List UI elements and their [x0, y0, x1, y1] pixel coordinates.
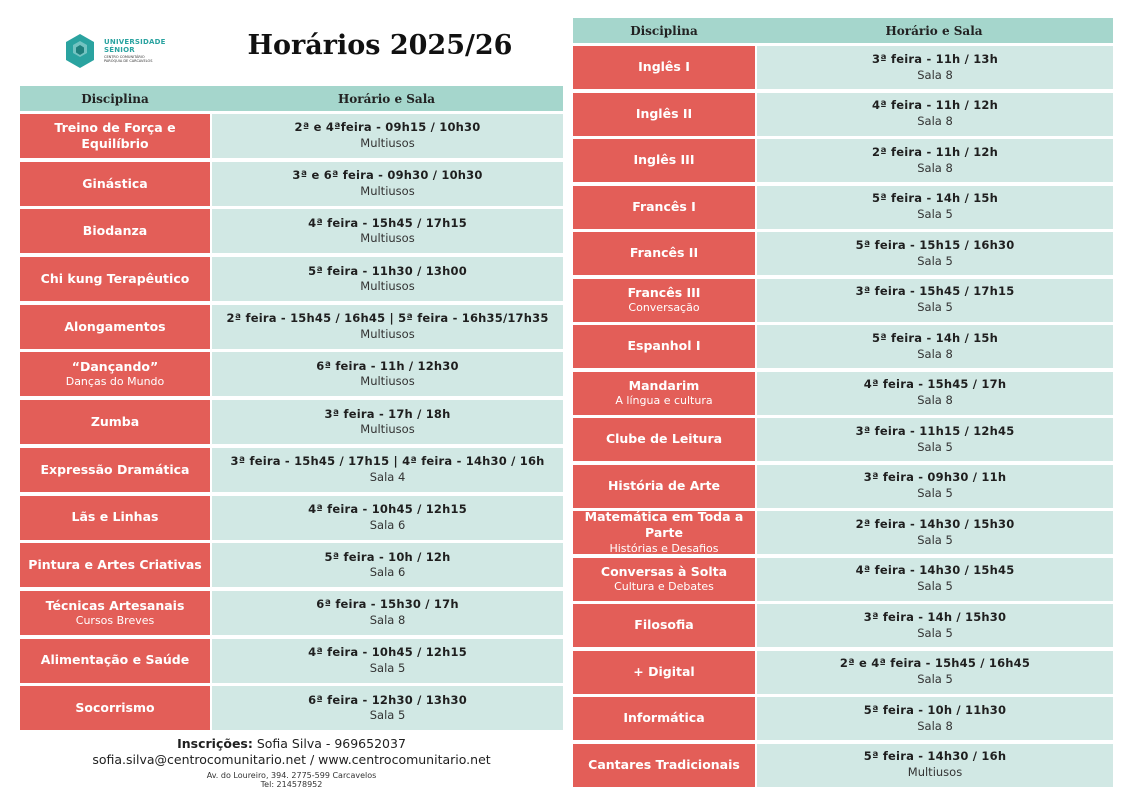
schedule-time: 2ª feira - 11h / 12h [871, 144, 999, 159]
schedule-room: Multiusos [360, 183, 415, 198]
schedule-time: 3ª feira - 11h15 / 12h45 [855, 423, 1015, 438]
discipline-name: Ginástica [82, 175, 148, 191]
discipline-cell [20, 496, 210, 540]
schedule-cell [757, 651, 1113, 694]
schedule-time: 2ª feira - 15h45 / 16h45 | 5ª feira - 16h35/17h35 [226, 311, 549, 326]
discipline-name: Socorrismo [75, 700, 155, 716]
schedule-cell [212, 496, 563, 540]
discipline-name: Lãs e Linhas [71, 509, 159, 525]
registration-contact: Sofia Silva - 969652037 [256, 736, 406, 751]
schedule-room: Sala 5 [917, 625, 953, 640]
table-row [573, 46, 1113, 89]
table-row [20, 686, 563, 730]
schedule-room: Multiusos [907, 765, 963, 779]
schedule-cell [757, 325, 1113, 368]
discipline-cell [20, 114, 210, 158]
discipline-name: Chi kung Terapêutico [40, 270, 190, 286]
schedule-time: 6ª feira - 12h30 / 13h30 [308, 692, 467, 707]
discipline-name: Francês III [627, 284, 701, 300]
header-discipline: Disciplina [81, 91, 149, 106]
discipline-cell [573, 93, 755, 136]
table-row [573, 558, 1113, 601]
discipline-name: Francês II [629, 245, 699, 261]
table-row [20, 591, 563, 635]
schedule-room: Multiusos [360, 231, 415, 246]
table-row [573, 511, 1113, 554]
schedule-room: Sala 4 [369, 469, 406, 484]
schedule-time: 5ª feira - 14h / 15h [871, 330, 999, 345]
header-discipline: Disciplina [630, 23, 698, 38]
discipline-cell [573, 325, 755, 368]
schedule-time: 3ª feira - 15h45 / 17h15 | 4ª feira - 14h30 / 16h [230, 454, 545, 469]
schedule-room: Multiusos [360, 136, 415, 150]
contact-links: sofia.silva@centrocomunitario.net / www.centrocomunitario.net [92, 752, 491, 767]
schedule-room: Sala 5 [917, 579, 953, 593]
table-row [573, 465, 1113, 508]
discipline-name: Pintura e Artes Criativas [28, 557, 202, 573]
table-row [573, 279, 1113, 322]
header-schedule: Horário e Sala [885, 23, 983, 38]
discipline-cell [20, 209, 210, 253]
schedule-room: Sala 8 [917, 718, 953, 733]
schedule-room: Sala 8 [917, 67, 953, 82]
table-row [573, 372, 1113, 415]
logo-name-line2: SÉNIOR [104, 46, 135, 54]
schedule-time: 2ª feira - 14h30 / 15h30 [855, 516, 1015, 531]
schedule-time: 6ª feira - 11h / 12h30 [316, 358, 459, 373]
discipline-cell [573, 511, 755, 554]
schedule-time: 5ª feira - 11h30 / 13h00 [308, 263, 467, 278]
table-row [20, 209, 563, 253]
schedule-cell [757, 697, 1113, 740]
schedule-cell [212, 448, 563, 492]
discipline-subtitle: Conversação [628, 300, 700, 314]
schedule-cell [757, 93, 1113, 136]
table-row [20, 257, 563, 301]
page-title: Horários 2025/26 [247, 30, 513, 61]
discipline-cell [20, 591, 210, 635]
schedule-cell [757, 139, 1113, 182]
schedule-room: Sala 5 [917, 532, 953, 547]
schedule-cell [212, 162, 563, 206]
logo-name-line1: UNIVERSIDADE [104, 38, 166, 46]
table-row [573, 93, 1113, 136]
discipline-name: Informática [623, 710, 705, 726]
left-schedule-table [20, 86, 563, 734]
discipline-subtitle: Cultura e Debates [614, 579, 714, 593]
discipline-cell [573, 697, 755, 740]
discipline-name: Espanhol I [627, 338, 701, 354]
schedule-cell [757, 232, 1113, 275]
schedule-room: Sala 8 [917, 114, 953, 128]
schedule-room: Sala 5 [917, 207, 953, 221]
schedule-time: 4ª feira - 15h45 / 17h15 [308, 215, 467, 230]
schedule-cell [757, 186, 1113, 229]
discipline-name: Expressão Dramática [40, 461, 190, 477]
schedule-time: 2ª e 4ª feira - 15h45 / 16h45 [839, 656, 1031, 671]
schedule-cell [212, 209, 563, 253]
table-header [20, 86, 563, 111]
discipline-subtitle: Danças do Mundo [65, 375, 165, 389]
discipline-name: Clube de Leitura [605, 431, 723, 447]
hexagon-logo-icon [62, 33, 98, 69]
schedule-cell [212, 352, 563, 396]
discipline-name: Filosofia [634, 617, 694, 633]
table-row [573, 186, 1113, 229]
schedule-time: 4ª feira - 10h45 / 12h15 [308, 645, 467, 660]
schedule-time: 3ª feira - 11h / 13h [871, 51, 999, 66]
table-row [573, 139, 1113, 182]
discipline-name: Mandarim [628, 377, 700, 393]
logo-subtitle-line1: CENTRO COMUNITÁRIO [104, 55, 145, 59]
discipline-cell [20, 257, 210, 301]
schedule-room: Sala 5 [917, 672, 953, 686]
schedule-time: 4ª feira - 15h45 / 17h [863, 377, 1007, 392]
schedule-cell [212, 591, 563, 635]
discipline-name: Matemática em Toda a Parte [584, 509, 744, 541]
schedule-room: Sala 8 [369, 612, 406, 627]
discipline-name: Alimentação e Saúde [40, 652, 190, 668]
schedule-cell [757, 744, 1113, 787]
schedule-time: 4ª feira - 14h30 / 15h45 [855, 563, 1015, 578]
discipline-name: Alongamentos [64, 318, 166, 334]
schedule-time: 4ª feira - 10h45 / 12h15 [308, 501, 467, 516]
discipline-cell [573, 372, 755, 415]
schedule-cell [757, 558, 1113, 601]
schedule-time: 2ª e 4ªfeira - 09h15 / 10h30 [294, 120, 481, 135]
discipline-name: Francês I [632, 198, 696, 214]
schedule-cell [212, 686, 563, 730]
schedule-cell [757, 511, 1113, 554]
schedule-time: 3ª feira - 09h30 / 11h [863, 470, 1007, 485]
discipline-subtitle: A língua e cultura [615, 393, 713, 407]
schedule-room: Multiusos [360, 279, 415, 294]
table-row [573, 325, 1113, 368]
discipline-cell [573, 418, 755, 461]
registration-line [20, 736, 563, 751]
schedule-room: Sala 5 [917, 486, 953, 500]
discipline-name: Biodanza [82, 223, 148, 239]
discipline-subtitle: Cursos Breves [75, 613, 155, 627]
schedule-time: 3ª feira - 14h / 15h30 [863, 609, 1007, 624]
table-row [20, 448, 563, 492]
schedule-room: Sala 6 [369, 517, 406, 532]
schedule-cell [757, 465, 1113, 508]
discipline-cell [573, 186, 755, 229]
discipline-name: Inglês III [633, 152, 695, 168]
discipline-cell [20, 400, 210, 444]
discipline-cell [20, 448, 210, 492]
table-row [20, 496, 563, 540]
schedule-cell [757, 372, 1113, 415]
table-row [573, 232, 1113, 275]
table-row [573, 651, 1113, 694]
discipline-cell [20, 352, 210, 396]
table-row [20, 352, 563, 396]
right-schedule-table [573, 18, 1113, 790]
schedule-time: 5ª feira - 10h / 11h30 [863, 702, 1007, 717]
schedule-time: 5ª feira - 14h30 / 16h [863, 749, 1007, 764]
discipline-cell [20, 639, 210, 683]
schedule-time: 3ª e 6ª feira - 09h30 / 10h30 [292, 168, 483, 183]
schedule-cell [212, 114, 563, 158]
discipline-name: Técnicas Artesanais [45, 597, 185, 613]
discipline-cell [573, 139, 755, 182]
schedule-time: 5ª feira - 15h15 / 16h30 [855, 237, 1015, 252]
table-row [573, 697, 1113, 740]
table-row [20, 305, 563, 349]
discipline-cell [20, 305, 210, 349]
schedule-cell [212, 305, 563, 349]
schedule-time: 5ª feira - 14h / 15h [871, 191, 999, 206]
table-row [573, 604, 1113, 647]
schedule-time: 6ª feira - 15h30 / 17h [316, 597, 459, 612]
schedule-room: Multiusos [360, 326, 415, 341]
table-row [573, 744, 1113, 787]
table-row [20, 639, 563, 683]
discipline-name: “Dançando” [71, 359, 159, 375]
schedule-cell [757, 46, 1113, 89]
discipline-cell [573, 558, 755, 601]
schedule-time: 3ª feira - 15h45 / 17h15 [855, 284, 1015, 299]
discipline-name: Inglês I [638, 59, 690, 75]
discipline-cell [573, 465, 755, 508]
discipline-name: Conversas à Solta [600, 563, 728, 579]
table-row [573, 418, 1113, 461]
table-header [573, 18, 1113, 43]
schedule-time: 3ª feira - 17h / 18h [324, 406, 451, 421]
schedule-room: Sala 8 [917, 393, 953, 407]
schedule-room: Sala 5 [369, 660, 406, 675]
table-row [20, 114, 563, 158]
discipline-name: Treino de Força e Equilíbrio [54, 119, 176, 151]
registration-label: Inscrições: [177, 736, 253, 751]
discipline-cell [20, 162, 210, 206]
discipline-subtitle: Histórias e Desafios [609, 541, 719, 555]
table-row [20, 543, 563, 587]
schedule-room: Sala 8 [917, 160, 953, 175]
discipline-cell [573, 651, 755, 694]
footer [20, 736, 563, 789]
discipline-name: História de Arte [607, 477, 721, 493]
discipline-cell [573, 744, 755, 787]
discipline-name: Cantares Tradicionais [588, 756, 740, 772]
schedule-time: 4ª feira - 11h / 12h [871, 98, 999, 113]
discipline-cell [20, 543, 210, 587]
schedule-room: Sala 5 [369, 708, 406, 723]
address: Av. do Loureiro, 394. 2775-599 Carcavelos [206, 771, 377, 780]
logo [62, 30, 182, 72]
discipline-cell [573, 279, 755, 322]
discipline-cell [20, 686, 210, 730]
discipline-cell [573, 232, 755, 275]
discipline-name: Inglês II [635, 105, 693, 121]
schedule-room: Multiusos [360, 422, 415, 437]
schedule-cell [757, 604, 1113, 647]
discipline-name: Zumba [90, 414, 140, 429]
header-schedule: Horário e Sala [337, 91, 436, 106]
schedule-time: 5ª feira - 10h / 12h [324, 549, 451, 564]
schedule-room: Sala 5 [917, 300, 953, 314]
schedule-cell [757, 279, 1113, 322]
discipline-cell [573, 46, 755, 89]
schedule-cell [212, 639, 563, 683]
schedule-room: Multiusos [360, 374, 415, 389]
phone: Tel: 214578952 [260, 780, 323, 789]
schedule-cell [212, 257, 563, 301]
table-row [20, 162, 563, 206]
table-row [20, 400, 563, 444]
schedule-cell [212, 543, 563, 587]
schedule-cell [212, 400, 563, 444]
logo-subtitle-line2: PARÓQUIA DE CARCAVELOS [104, 58, 153, 63]
schedule-room: Sala 6 [369, 565, 406, 580]
discipline-cell [573, 604, 755, 647]
schedule-room: Sala 5 [917, 253, 953, 268]
schedule-room: Sala 8 [917, 346, 953, 361]
schedule-room: Sala 5 [917, 439, 953, 454]
schedule-cell [757, 418, 1113, 461]
discipline-name: + Digital [633, 663, 695, 679]
